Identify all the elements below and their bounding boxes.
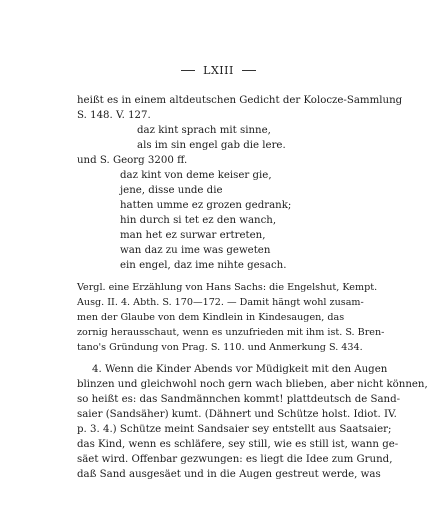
header-dash-left (181, 70, 195, 71)
text-line: 4. Wenn die Kinder Abends vor Müdigkeit mit den Augen (92, 364, 388, 375)
verse-line: daz kint von deme keiser gie, (120, 170, 272, 181)
page-number: LXIII (203, 64, 234, 77)
text-line: säet wird. Offenbar gezwungen: es liegt die Idee zum Grund, (77, 454, 393, 465)
note-line: Vergl. eine Erzählung von Hans Sachs: die Engelshut, Kempt. (77, 282, 378, 293)
text-line: das Kind, wenn es schläfere, sey still, wie es still ist, wann ge- (77, 439, 399, 450)
text-line: und S. Georg 3200 ff. (77, 155, 188, 166)
note-line: tano's Gründung von Prag. S. 110. und Anmerkung S. 434. (77, 342, 363, 353)
verse-line: wan daz zu ime was geweten (120, 245, 271, 256)
verse-line: hatten umme ez grozen gedrank; (120, 200, 292, 211)
page-header (0, 64, 437, 77)
verse-line: jene, disse unde die (120, 185, 223, 196)
verse-line: hin durch si tet ez den wanch, (120, 215, 277, 226)
text-line: S. 148. V. 127. (77, 110, 151, 121)
text-line: so heißt es: das Sandmännchen kommt! plattdeutsch de Sand- (77, 394, 401, 405)
text-line: heißt es in einem altdeutschen Gedicht der Kolocze-Sammlung (77, 95, 403, 106)
verse-line: ein engel, daz ime nihte gesach. (120, 260, 287, 271)
verse-line: als im sin engel gab die lere. (137, 140, 286, 151)
text-line: blinzen und gleichwohl noch gern wach blieben, aber nicht können, (77, 379, 428, 390)
text-line: p. 3. 4.) Schütze meint Sandsaier sey entstellt aus Saatsaier; (77, 424, 392, 435)
note-line: zornig herausschaut, wenn es unzufrieden mit ihm ist. S. Bren- (77, 327, 385, 338)
header-dash-right (242, 70, 256, 71)
verse-line: man het ez surwar ertreten, (120, 230, 266, 241)
text-line: daß Sand ausgesäet und in die Augen gestreut werde, was (77, 469, 381, 480)
note-line: Ausg. II. 4. Abth. S. 170—172. — Damit hängt wohl zusam- (77, 297, 364, 308)
text-line: saier (Sandsäher) kumt. (Dähnert und Schütze holst. Idiot. IV. (77, 409, 397, 420)
note-line: men der Glaube von dem Kindlein in Kindesaugen, das (77, 312, 345, 323)
verse-line: daz kint sprach mit sinne, (137, 125, 271, 136)
